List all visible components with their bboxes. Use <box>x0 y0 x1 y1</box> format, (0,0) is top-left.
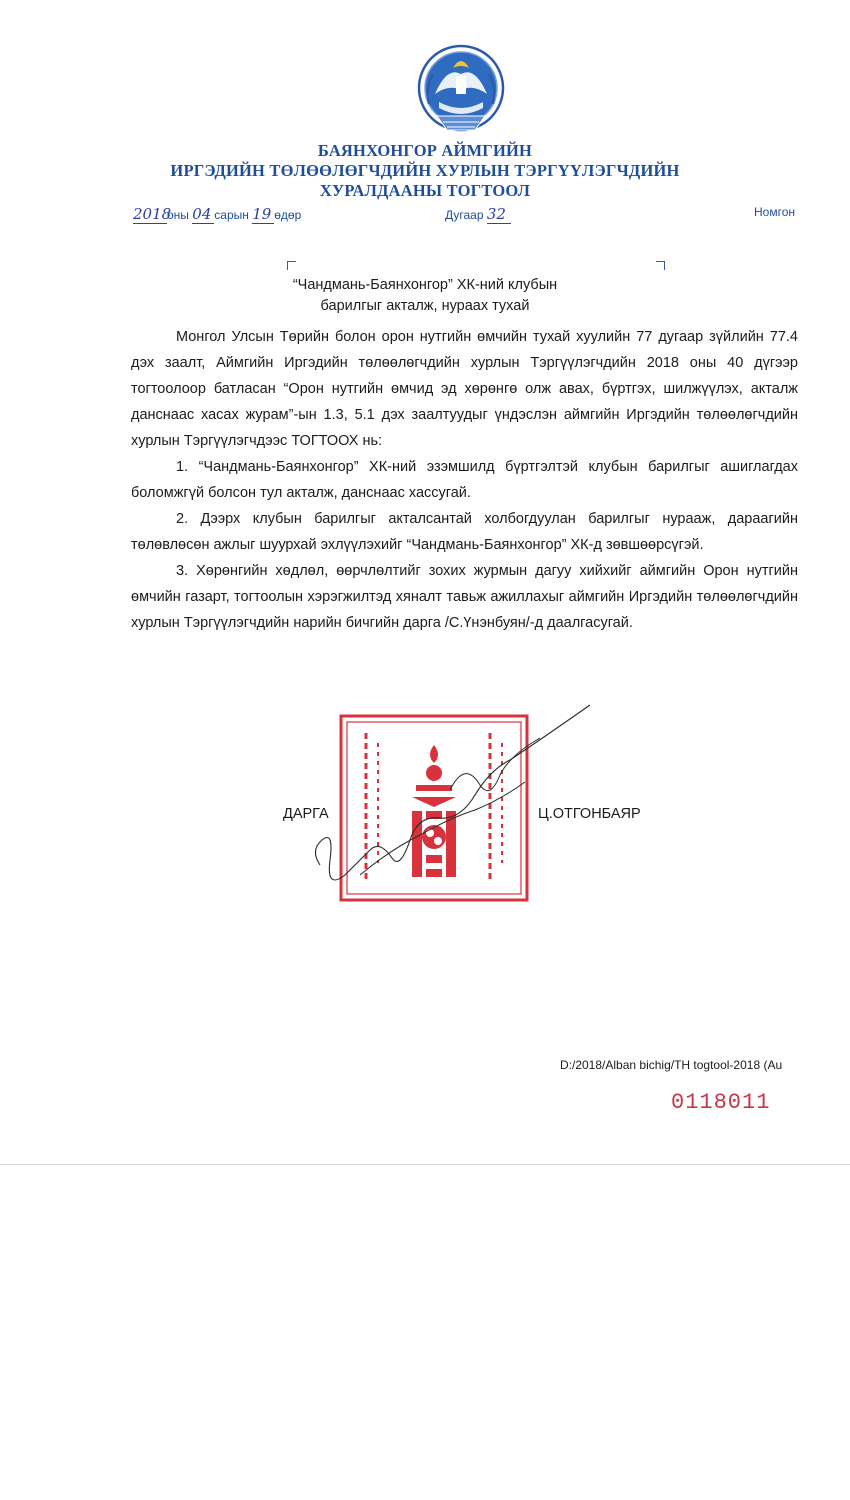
header-line-3: ХУРАЛДААНЫ ТОГТООЛ <box>319 181 531 200</box>
date-month-suffix: сарын <box>214 208 249 222</box>
title-bracket-left <box>287 261 296 270</box>
decision-item-2: 2. Дээрх клубын барилгыг акталсантай холбогдуулан барилгыг нурааж, дараагийн төлөвлөсөн ажлыг шуурхай эхлүүлэхийг “Чандмань-Баянхонгор” ХК-д зөвшөөрсүгэй. <box>131 511 798 553</box>
date <box>133 205 301 224</box>
header-line-2: ИРГЭДИЙН ТӨЛӨӨЛӨГЧДИЙН ХУРЛЫН ТЭРГҮҮЛЭГЧДИЙН <box>170 161 680 180</box>
date-day: 19 <box>252 205 274 224</box>
document-number <box>445 205 511 224</box>
date-year-suffix: оны <box>167 208 189 222</box>
signatory-name: Ц.ОТГОНБАЯР <box>538 806 641 822</box>
state-emblem-icon <box>417 44 505 144</box>
number-value: 32 <box>487 205 511 224</box>
title-bracket-right <box>656 261 665 270</box>
intro-paragraph: Монгол Улсын Төрийн болон орон нутгийн өмчийн тухай хуулийн 77 дугаар зүйлийн 77.4 дэх заалт, Аймгийн Иргэдийн төлөөлөгчдийн хурлын Тэргүүлэгчдийн 2018 оны 40 дүгээр тогтоолоор батласан “Орон нутгийн өмчид эд хөрөнгө олж авах, бүртгэх, шилжүүлэх, акталж данснаас хасах журам”-ын 1.3, 5.1 дэх заалтуудыг үндэслэн аймгийн Иргэдийн төлөөлөгчдийн хурлын Тэргүүлэгчдээс ТОГТООХ нь: <box>131 329 798 449</box>
title-line-2: барилгыг акталж, нураах тухай <box>320 298 530 314</box>
serial-number: 0118011 <box>671 1090 771 1115</box>
decision-item-1: 1. “Чандмань-Баянхонгор” ХК-ний эзэмшилд бүртгэлтэй клубын барилгыг ашиглагдах боломжгүй болсон тул акталж, данснаас хассугай. <box>131 459 798 501</box>
page-edge <box>0 1164 850 1165</box>
handwritten-signature <box>300 700 605 915</box>
document-meta-row <box>0 205 850 235</box>
signatory-position: ДАРГА <box>283 806 329 822</box>
document-body <box>131 324 798 636</box>
decision-item-3: 3. Хөрөнгийн хөдлөл, өөрчлөлтийг зохих журмын дагуу хийхийг аймгийн Орон нутгийн өмчийн газарт, тогтоолын хэрэгжилтэд хяналт тавьж ажиллахыг аймгийн Иргэдийн төлөөлөгчдийн хурлын Тэргүүлэгчдийн нарийн бичгийн дарга /С.Үнэнбуян/-д даалгасугай. <box>131 563 798 631</box>
date-year: 2018 <box>133 205 172 223</box>
number-label: Дугаар <box>445 208 484 222</box>
date-month: 04 <box>192 205 214 224</box>
file-path: D:/2018/Alban bichig/TH togtool-2018 (Au <box>560 1058 783 1072</box>
header-line-1: БАЯНХОНГОР АЙМГИЙН <box>317 141 533 160</box>
title-line-1: “Чандмань-Баянхонгор” ХК-ний клубын <box>292 277 558 293</box>
date-day-suffix: өдөр <box>274 208 302 222</box>
place: Номгон <box>754 205 796 219</box>
